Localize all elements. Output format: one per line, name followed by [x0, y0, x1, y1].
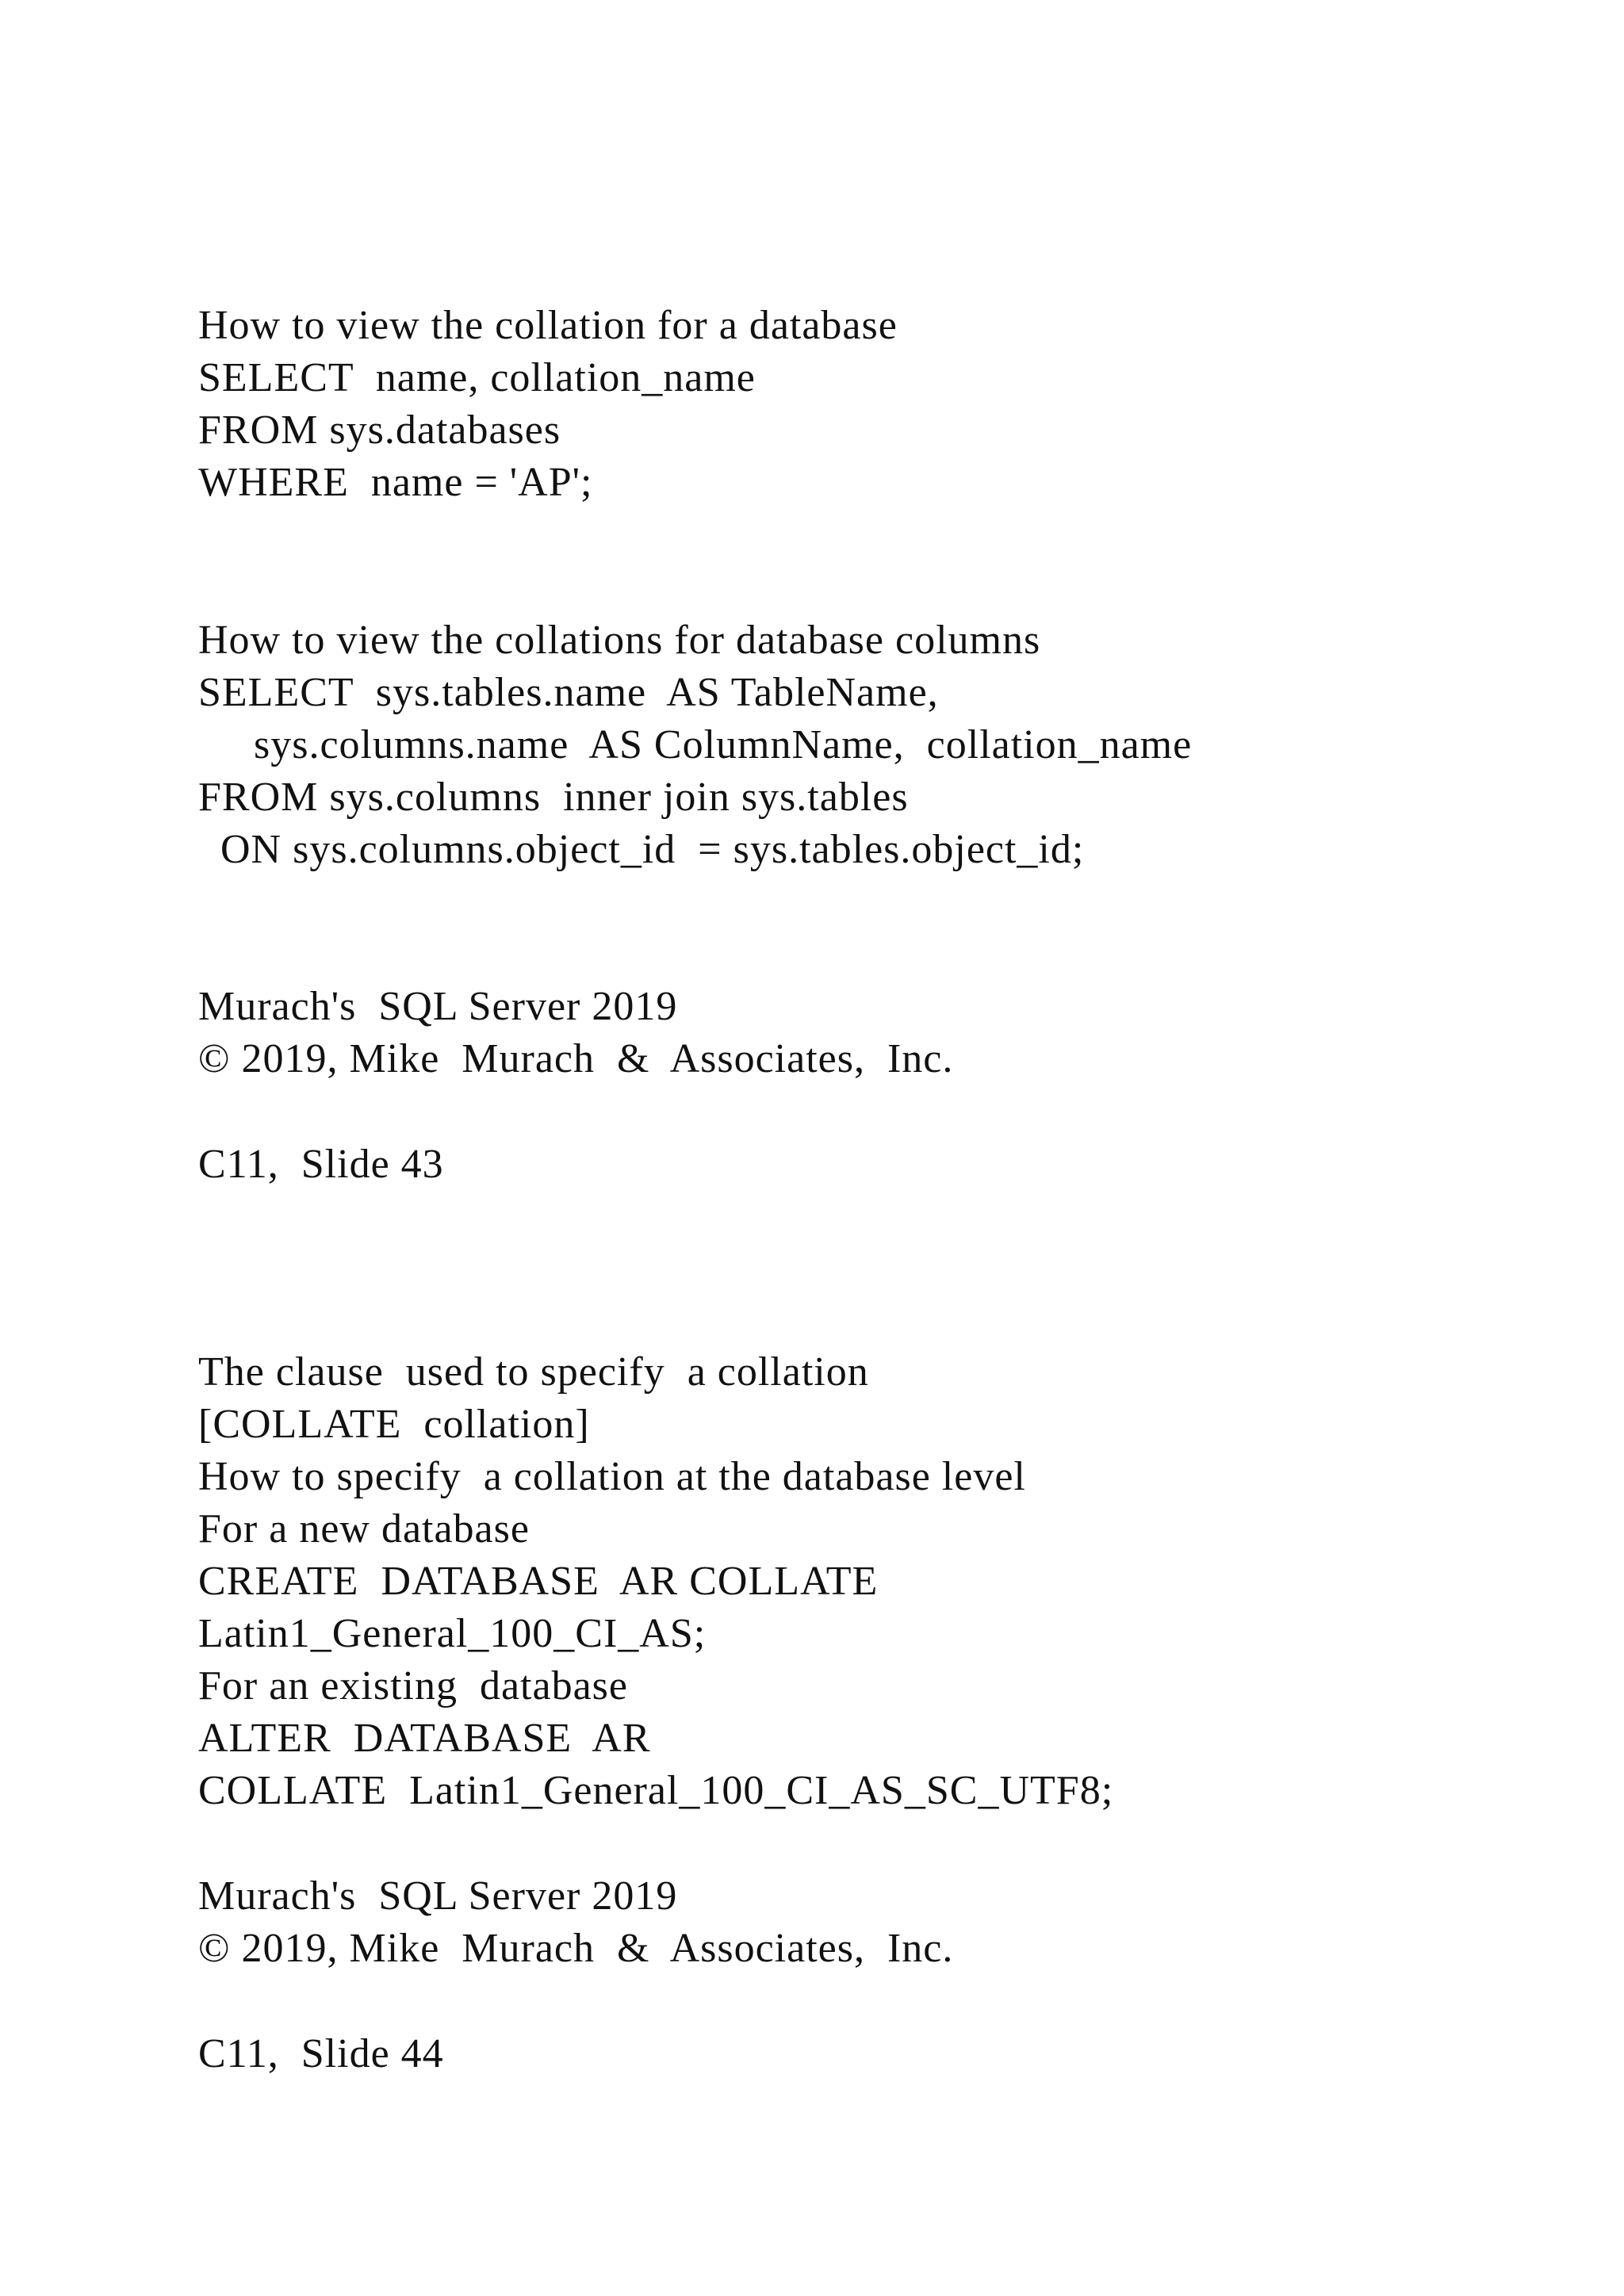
slide43-footer-book: Murach's SQL Server 2019 — [198, 984, 678, 1029]
slide43-code2-line-1: SELECT sys.tables.name AS TableName, — [198, 670, 939, 715]
slide43-footer-slide-number: C11, Slide 43 — [198, 1142, 444, 1187]
slide44-heading-database-level: How to specify a collation at the database level — [198, 1454, 1026, 1499]
slide44-footer-copyright: © 2019, Mike Murach & Associates, Inc. — [198, 1926, 954, 1971]
slide43-footer-copyright: © 2019, Mike Murach & Associates, Inc. — [198, 1036, 954, 1081]
slide43-code2-line-4: ON sys.columns.object_id = sys.tables.object_id; — [198, 827, 1085, 872]
slide44-code2-line-1: CREATE DATABASE AR COLLATE — [198, 1559, 879, 1604]
slide43-code-line-3: WHERE name = 'AP'; — [198, 460, 593, 505]
slide44-footer-book: Murach's SQL Server 2019 — [198, 1873, 678, 1919]
slide44-code-collate-clause: [COLLATE collation] — [198, 1402, 590, 1447]
slide43-code-line-1: SELECT name, collation_name — [198, 355, 756, 400]
slide44-heading-collate-clause: The clause used to specify a collation — [198, 1349, 869, 1395]
slide43-heading-column-collations: How to view the collations for database columns — [198, 618, 1041, 663]
slide44-subheading-existing-database: For an existing database — [198, 1663, 628, 1709]
slide43-code-line-2: FROM sys.databases — [198, 408, 561, 453]
slide44-code3-line-2: COLLATE Latin1_General_100_CI_AS_SC_UTF8; — [198, 1768, 1114, 1813]
slide43-heading-database-collation: How to view the collation for a database — [198, 303, 898, 348]
slide43-code2-line-2: sys.columns.name AS ColumnName, collation_name — [198, 722, 1193, 767]
slide44-code2-line-2: Latin1_General_100_CI_AS; — [198, 1611, 707, 1656]
slide44-footer-slide-number: C11, Slide 44 — [198, 2031, 444, 2076]
slide44-subheading-new-database: For a new database — [198, 1506, 530, 1552]
slide44-code3-line-1: ALTER DATABASE AR — [198, 1716, 651, 1761]
slide43-code2-line-3: FROM sys.columns inner join sys.tables — [198, 775, 909, 820]
